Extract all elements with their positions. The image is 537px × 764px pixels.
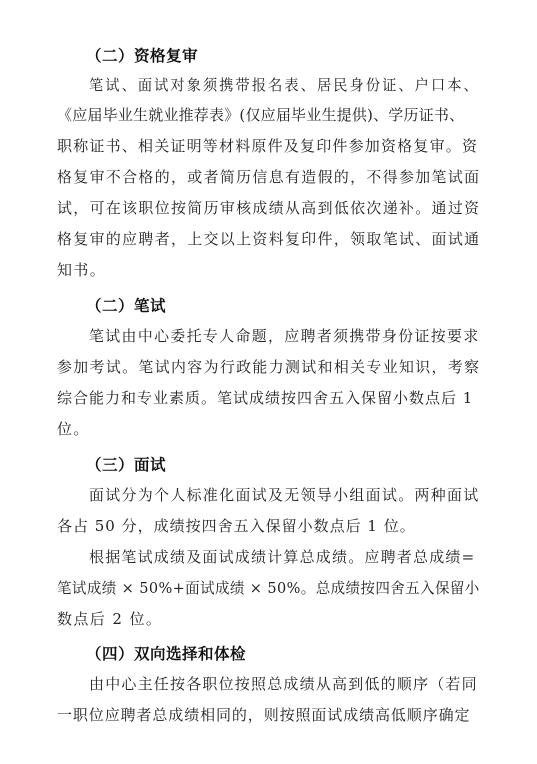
paragraph-line: 参加考试。笔试内容为行政能力测试和相关专业知识，考察 xyxy=(57,358,481,376)
paragraph-line: 一职位应聘者总成绩相同的，则按照面试成绩高低顺序确定 xyxy=(57,706,471,724)
section-heading-qualification-review: （二）资格复审 xyxy=(86,47,199,65)
paragraph-line: 位。 xyxy=(57,420,90,438)
paragraph-line: 格复审的应聘者，上交以上资料复印件，领取笔试、面试通 xyxy=(57,230,481,248)
paragraph-line: 笔试成绩 × 50%+面试成绩 × 50%。总成绩按四舍五入保留小 xyxy=(57,579,480,597)
paragraph-line: 格复审不合格的，或者简历信息有造假的，不得参加笔试面 xyxy=(57,168,481,186)
section-heading-interview: （三）面试 xyxy=(86,456,167,474)
paragraph-line: 根据笔试成绩及面试成绩计算总成绩。应聘者总成绩= xyxy=(89,548,476,566)
paragraph-line: 知书。 xyxy=(57,261,107,279)
paragraph-line: 各占 50 分，成绩按四舍五入保留小数点后 1 位。 xyxy=(57,517,416,535)
paragraph-line: 数点后 2 位。 xyxy=(57,610,163,628)
paragraph-line: 笔试由中心委托专人命题，应聘者须携带身份证按要求 xyxy=(89,327,480,345)
paragraph-line: 由中心主任按各职位按照总成绩从高到低的顺序（若同 xyxy=(89,675,478,693)
paragraph-line: 试，可在该职位按简历审核成绩从高到低依次递补。通过资 xyxy=(57,199,481,217)
paragraph-line: 面试分为个人标准化面试及无领导小组面试。两种面试 xyxy=(89,486,480,504)
paragraph-line: 《应届毕业生就业推荐表》(仅应届毕业生提供)、学历证书、 xyxy=(57,106,465,124)
section-heading-written-exam: （二）笔试 xyxy=(86,297,167,315)
paragraph-line: 笔试、面试对象须携带报名表、居民身份证、户口本、 xyxy=(89,76,480,94)
paragraph-line: 职称证书、相关证明等材料原件及复印件参加资格复审。资 xyxy=(57,137,479,155)
paragraph-line: 综合能力和专业素质。笔试成绩按四舍五入保留小数点后 1 xyxy=(57,389,474,407)
section-heading-mutual-selection-and-physical-exam: （四）双向选择和体检 xyxy=(86,645,247,663)
